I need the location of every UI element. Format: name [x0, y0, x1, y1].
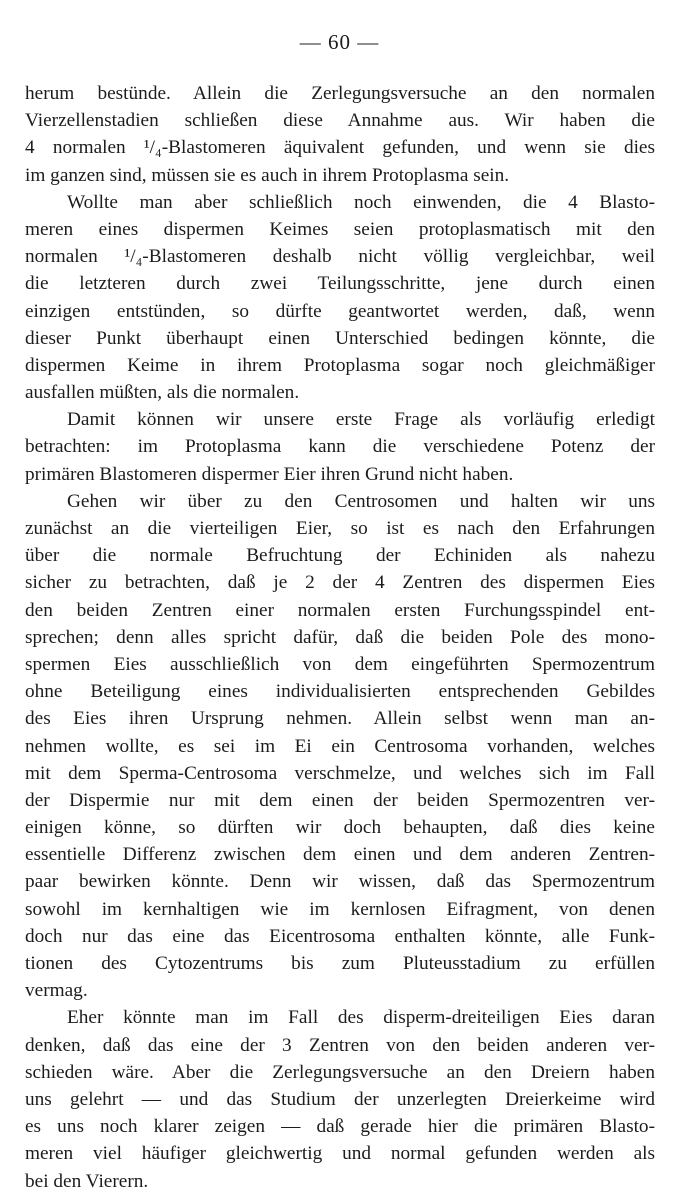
- text-line: sprechen; denn alles spricht dafür, daß die beiden Pole des mono-: [25, 626, 655, 648]
- text-line: mit dem Sperma-Centrosoma verschmelze, und welches sich im Fall: [25, 762, 655, 784]
- text-line: 4 normalen ¹/₄-Blastomeren äquivalent gefunden, und wenn sie dies: [25, 137, 655, 159]
- text-line: einzigen entstünden, so dürfte geantwortet werden, daß, wenn: [25, 300, 655, 322]
- text-line: uns gelehrt — und das Studium der unzerlegten Dreierkeime wird: [25, 1088, 655, 1110]
- text-line: spermen Eies ausschließlich von dem eingeführten Spermozentrum: [25, 653, 655, 675]
- text-line: meren eines dispermen Keimes seien protoplasmatisch mit den: [25, 218, 655, 240]
- text-line: bei den Vierern.: [25, 1170, 149, 1192]
- text-line: im ganzen sind, müssen sie es auch in ihrem Protoplasma sein.: [25, 164, 510, 186]
- text-line: der Dispermie nur mit dem einen der beiden Spermozentren ver-: [25, 789, 655, 811]
- text-line: betrachten: im Protoplasma kann die verschiedene Potenz der: [25, 436, 655, 458]
- text-line: tionen des Cytozentrums bis zum Pluteusstadium zu erfüllen: [25, 953, 655, 974]
- text-line: meren viel häufiger gleichwertig und normal gefunden werden als: [25, 1143, 655, 1165]
- text-line: ausfallen müßten, als die normalen.: [25, 382, 300, 404]
- text-line: den beiden Zentren einer normalen ersten Furchungsspindel ent-: [25, 599, 655, 621]
- text-line: ohne Beteiligung eines individualisierten entsprechenden Gebildes: [25, 681, 655, 703]
- text-line: schieden wäre. Aber die Zerlegungsversuche an den Dreiern haben: [25, 1061, 655, 1083]
- text-line: essentielle Differenz zwischen dem einen und dem anderen Zentren-: [25, 844, 655, 866]
- text-line: doch nur das eine das Eicentrosoma enthalten könnte, alle Funk-: [25, 925, 655, 947]
- text-line: herum bestünde. Allein die Zerlegungsversuche an den normalen: [25, 83, 655, 104]
- text-line: dispermen Keime in ihrem Protoplasma sogar noch gleichmäßiger: [25, 354, 655, 376]
- paragraph: [25, 488, 655, 1005]
- text-line: des Eies ihren Ursprung nehmen. Allein selbst wenn man an-: [25, 708, 655, 730]
- text-line: normalen ¹/₄-Blastomeren deshalb nicht völlig vergleichbar, weil: [25, 246, 655, 268]
- page-number: — 60 —: [299, 30, 380, 54]
- text-line: Eher könnte man im Fall des disperm-dreiteiligen Eies daran: [67, 1007, 655, 1029]
- text-line: zunächst an die vierteiligen Eier, so ist es nach den Erfahrungen: [25, 518, 655, 539]
- paragraph: [25, 406, 655, 488]
- text-line: es uns noch klarer zeigen — daß gerade hier die primären Blasto-: [25, 1116, 655, 1138]
- text-line: Gehen wir über zu den Centrosomen und halten wir uns: [67, 490, 655, 512]
- text-line: die letzteren durch zwei Teilungsschritte, jene durch einen: [25, 273, 655, 295]
- text-line: einigen könne, so dürften wir doch behaupten, daß dies keine: [25, 817, 655, 839]
- paragraph: [25, 80, 655, 189]
- text-line: denken, daß das eine der 3 Zentren von den beiden anderen ver-: [25, 1034, 655, 1056]
- text-line: primären Blastomeren dispermer Eier ihren Grund nicht haben.: [25, 463, 514, 485]
- text-line: nehmen wollte, es sei im Ei ein Centrosoma vorhanden, welches: [25, 735, 655, 757]
- text-line: Vierzellenstadien schließen diese Annahme aus. Wir haben die: [25, 110, 655, 132]
- paragraph: [25, 189, 655, 407]
- text-line: sicher zu betrachten, daß je 2 der 4 Zentren des dispermen Eies: [25, 572, 655, 594]
- text-line: vermag.: [25, 980, 88, 1002]
- body-text: [25, 80, 655, 1195]
- text-line: sowohl im kernhaltigen wie im kernlosen Eifragment, von denen: [25, 898, 655, 920]
- text-line: über die normale Befruchtung der Echiniden als nahezu: [25, 545, 655, 567]
- text-line: paar bewirken könnte. Denn wir wissen, daß das Spermozentrum: [25, 871, 655, 893]
- text-line: Wollte man aber schließlich noch einwenden, die 4 Blasto-: [67, 191, 655, 213]
- text-line: Damit können wir unsere erste Frage als vorläufig erledigt: [67, 409, 655, 431]
- paragraph: [25, 1004, 655, 1194]
- text-line: dieser Punkt überhaupt einen Unterschied bedingen könnte, die: [25, 327, 655, 349]
